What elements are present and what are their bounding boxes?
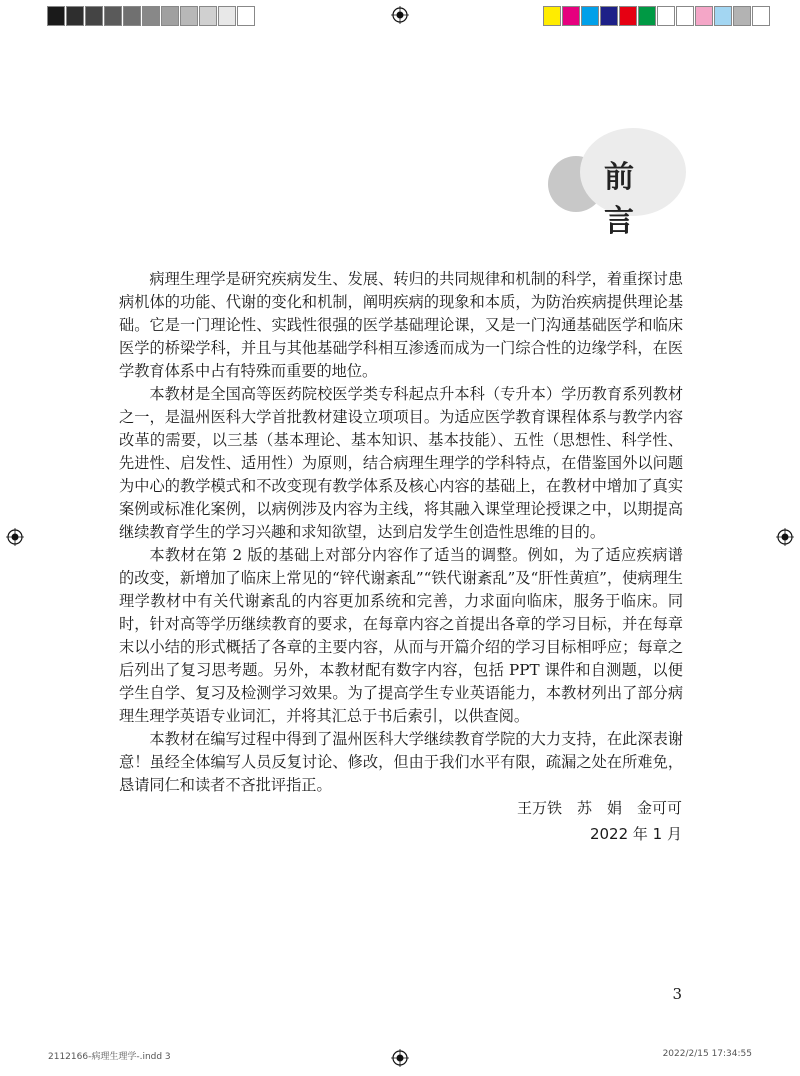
page-title: 前言: [604, 160, 648, 239]
paragraph-1: 病理生理学是研究疾病发生、发展、转归的共同规律和机制的科学，着重探讨患病机体的功能、代谢的变化和机制，阐明疾病的现象和本质，为防治疾病提供理论基础。它是一门理论性、实践性很强的医学基础理论课，又是一门沟通基础医学和临床医学的桥梁学科，并且与其他基础学科相互渗透而成为一门综合性的边缘学科，在医学教育体系中占有特殊而重要的地位。: [119, 270, 683, 380]
color-swatch: [752, 6, 770, 26]
footer-timestamp: 2022/2/15 17:34:55: [662, 1049, 752, 1059]
gray-swatch: [180, 6, 198, 26]
color-swatch: [695, 6, 713, 26]
gray-swatch: [85, 6, 103, 26]
gray-swatch: [142, 6, 160, 26]
color-swatch: [581, 6, 599, 26]
gray-swatch: [161, 6, 179, 26]
signature-date: 2022 年 1 月: [589, 825, 682, 843]
color-swatch: [562, 6, 580, 26]
gray-swatch: [66, 6, 84, 26]
gray-swatch: [199, 6, 217, 26]
registration-mark-left: [6, 528, 24, 546]
registration-mark-bottom: [391, 1049, 409, 1067]
color-swatch: [714, 6, 732, 26]
color-swatch: [543, 6, 561, 26]
color-swatch: [733, 6, 751, 26]
gray-swatch: [47, 6, 65, 26]
grayscale-color-bar: [47, 6, 256, 26]
paragraph-4: 本教材在编写过程中得到了温州医科大学继续教育学院的大力支持，在此深表谢意！虽经全体编写人员反复讨论、修改，但由于我们水平有限，疏漏之处在所难免，恳请同仁和读者不吝批评指正。: [119, 730, 683, 794]
preface-body: [119, 268, 683, 797]
gray-swatch: [218, 6, 236, 26]
cmyk-color-bar: [543, 6, 771, 26]
footer-file-info: 2112166-病理生理学-.indd 3: [48, 1052, 171, 1062]
color-swatch: [600, 6, 618, 26]
page-number: 3: [672, 985, 682, 1003]
preface-heading-badge: [548, 128, 688, 239]
color-swatch: [638, 6, 656, 26]
gray-swatch: [104, 6, 122, 26]
gray-swatch: [237, 6, 255, 26]
gray-swatch: [123, 6, 141, 26]
color-swatch: [619, 6, 637, 26]
registration-mark-right: [776, 528, 794, 546]
paragraph-3: 本教材在第 2 版的基础上对部分内容作了适当的调整。例如，为了适应疾病谱的改变，新增加了临床上常见的“锌代谢紊乱”“铁代谢紊乱”及“肝性黄疸”，使病理生理学教材中有关代谢紊乱的内容更加系统和完善，力求面向临床，服务于临床。同时，针对高等学历继续教育的要求，在每章内容之首提出各章的学习目标，并在每章末以小结的形式概括了各章的主要内容，从而与开篇介绍的学习目标相呼应；每章之后列出了复习思考题。另外，本教材配有数字内容，包括 PPT 课件和自测题，以便学生自学、复习及检测学习效果。为了提高学生专业英语能力，本教材列出了部分病理生理学英语专业词汇，并将其汇总于书后索引，以供查阅。: [119, 546, 683, 725]
color-swatch: [657, 6, 675, 26]
author-names: 王万铁 苏 娟 金可可: [516, 799, 682, 817]
registration-mark-top: [391, 6, 409, 24]
paragraph-2: 本教材是全国高等医药院校医学类专科起点升本科（专升本）学历教育系列教材之一，是温州医科大学首批教材建设立项项目。为适应医学教育课程体系与教学内容改革的需要，以三基（基本理论、基本知识、基本技能）、五性（思想性、科学性、先进性、启发性、适用性）为原则，结合病理生理学的学科特点，在借鉴国外以问题为中心的教学模式和不改变现有教学体系及核心内容的基础上，在教材中增加了真实案例或标准化案例，以病例涉及内容为主线，将其融入课堂理论授课之中，以期提高继续教育学生的学习兴趣和求知欲望，达到启发学生创造性思维的目的。: [119, 385, 683, 541]
color-swatch: [676, 6, 694, 26]
signature-block: [517, 795, 682, 847]
